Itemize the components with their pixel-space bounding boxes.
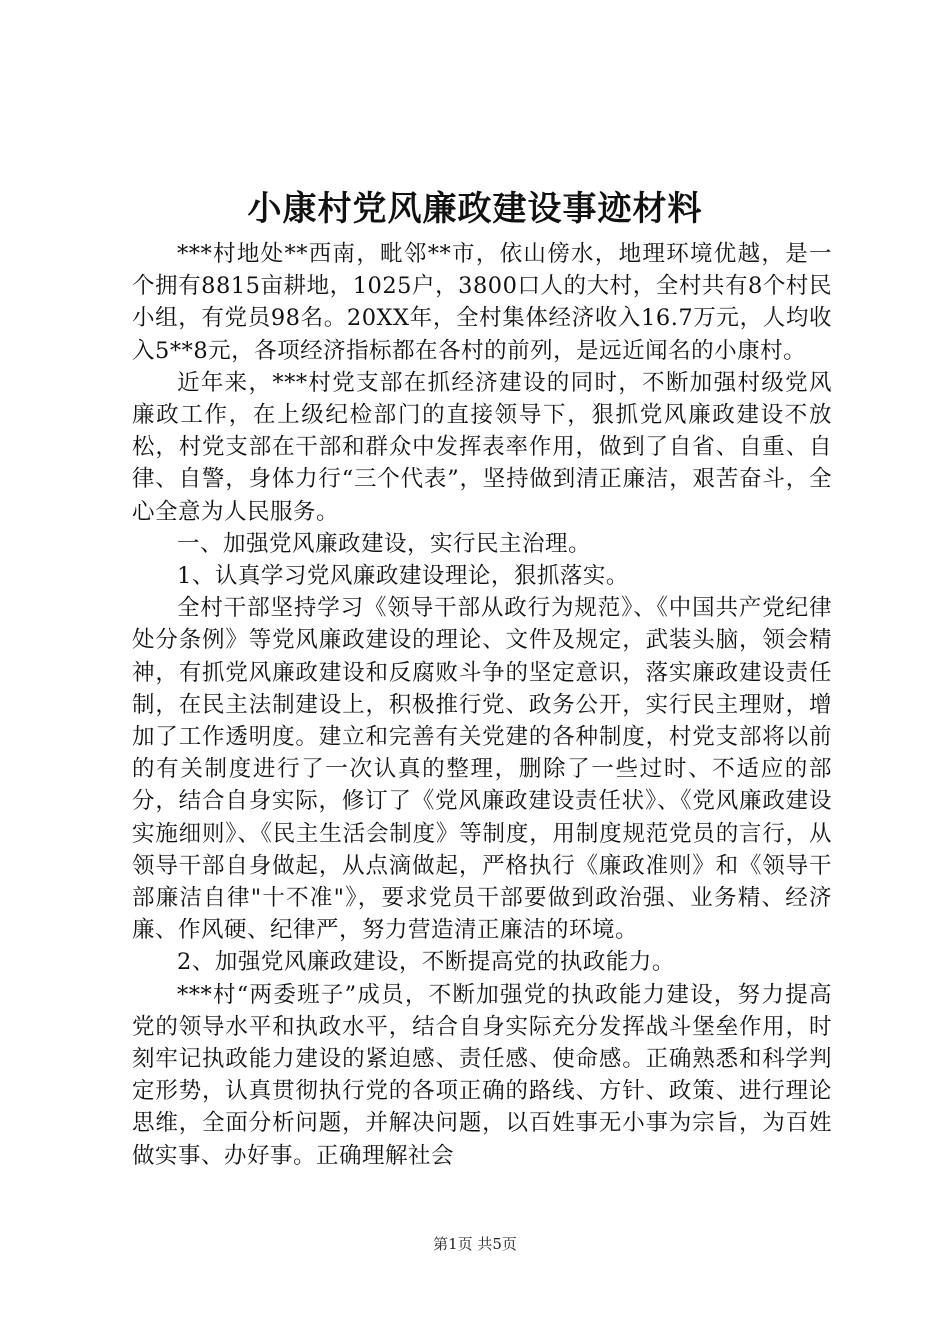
document-body [132,238,832,1172]
paragraph-recent-years: 近年来，***村党支部在抓经济建设的同时，不断加强村级党风廉政工作，在上级纪检部门的直接领导下，狠抓党风廉政建设不放松，村党支部在干部和群众中发挥表率作用，做到了自省、自重、自律、自警，身体力行“三个代表”，坚持做到清正廉洁，艰苦奋斗，全心全意为人民服务。 [132,369,832,525]
paragraph-intro: ***村地处**西南，毗邻**市，依山傍水，地理环境优越，是一个拥有8815亩耕地，1025户，3800口人的大村，全村共有8个村民小组，有党员98名。20XX年，全村集体经济收入16.7万元，人均收入5**8元，各项经济指标都在各村的前列，是远近闻名的小康村。 [132,241,832,364]
paragraph-governance: ***村“两委班子”成员，不断加强党的执政能力建设，努力提高党的领导水平和执政水平，结合自身实际充分发挥战斗堡垒作用，时刻牢记执政能力建设的紧迫感、责任感、使命感。正确熟悉和科学判定形势，认真贯彻执行党的各项正确的路线、方针、政策、进行理论思维，全面分析问题，并解决问题，以百姓事无小事为宗旨，为百姓做实事、办好事。正确理解社会 [132,981,832,1169]
subsection-heading-1: 1、认真学习党风廉政建设理论，狠抓落实。 [177,563,629,590]
section-heading-1: 一、加强党风廉政建设，实行民主治理。 [177,530,592,557]
paragraph-study: 全村干部坚持学习《领导干部从政行为规范》、《中国共产党纪律处分条例》等党风廉政建设的理论、文件及规定，武装头脑，领会精神，有抓党风廉政建设和反腐败斗争的坚定意识，落实廉政建设责任制，在民主法制建设上，积极推行党、政务公开，实行民主理财，增加了工作透明度。建立和完善有关党建的各种制度，村党支部将以前的有关制度进行了一次认真的整理，删除了一些过时、不适应的部分，结合自身实际，修订了《党风廉政建设责任状》、《党风廉政建设实施细则》、《民主生活会制度》等制度，用制度规范党员的言行，从领导干部自身做起，从点滴做起，严格执行《廉政准则》和《领导干部廉洁自律"十不准"》，要求党员干部要做到政治强、业务精、经济廉、作风硬、纪律严，努力营造清正廉洁的环境。 [132,595,832,944]
document-title: 小康村党风廉政建设事迹材料 [247,189,703,229]
page-footer: 第1页 共5页 [433,1235,517,1253]
subsection-heading-2: 2、加强党风廉政建设，不断提高党的执政能力。 [177,949,675,976]
